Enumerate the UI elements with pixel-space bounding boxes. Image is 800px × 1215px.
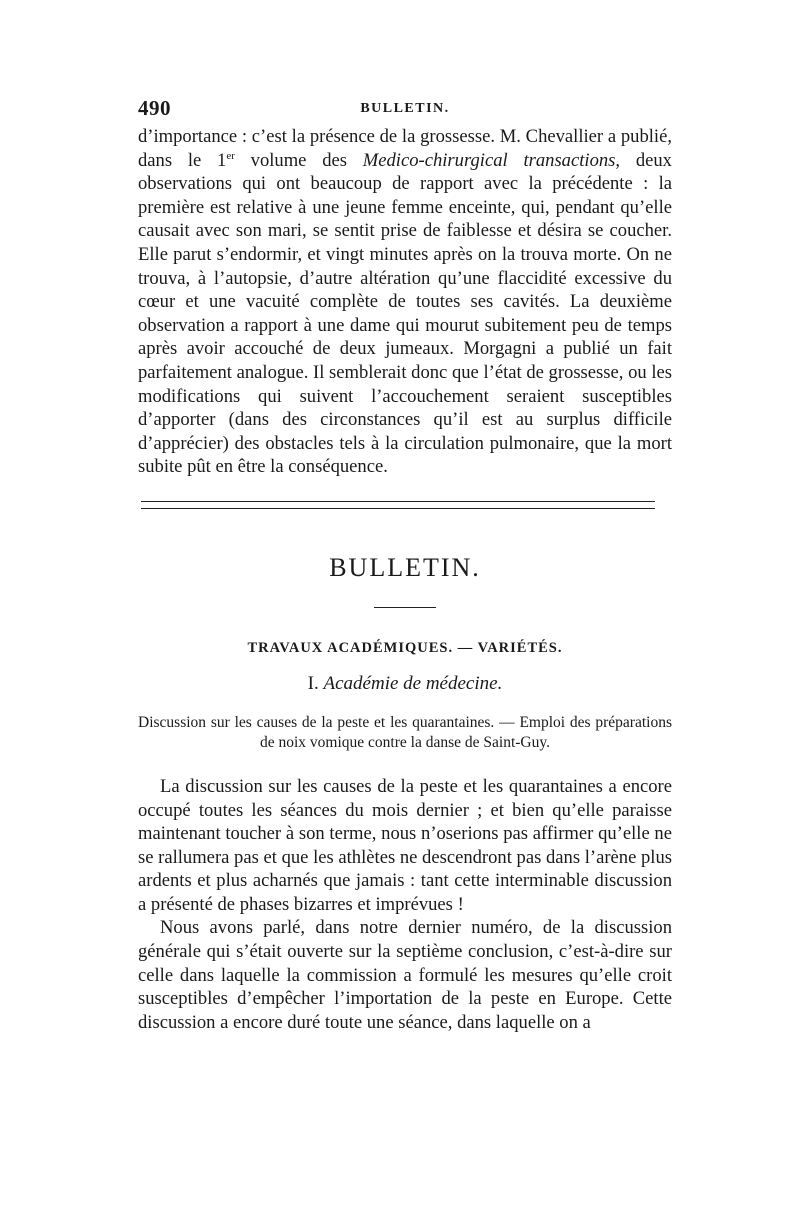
opening-text-part3: , deux observations qui ont beaucoup de rapport avec la précédente : la première est relative à une jeune femme enceinte, qui, pendant qu’elle causait avec son mari, se sentit prise de faiblesse et désira se coucher. Elle parut s’endormir, et vingt minutes après on la trouva morte. On ne trouva, à l’autopsie, d’autre altération qu’une flaccidité excessive du cœur et une vacuité complète de toutes ses cavités. La deuxième observation a rapport à une dame qui mourut subitement peu de temps après avoir accouché de deux jumeaux. Morgagni a publié un fait parfaitement analogue. Il semblerait donc que l’état de grossesse, ou les modifications qui suivent l’accouchement seraient susceptibles d’apporter (dans des circonstances qu’il est au surplus difficile d’apprécier) des obstacles tels à la circulation pulmonaire, que la mort subite pût en être la conséquence. [138,149,672,478]
section-divider-double-rule [141,501,655,509]
bulletin-title: BULLETIN. [329,552,481,582]
body-paragraph-2: Nous avons parlé, dans notre dernier numéro, de la discussion générale qui s’était ouverte sur la septième conclusion, c’est-à-dire sur celle dans laquelle la commission a formulé les mesures qu’elle croit susceptibles d’empêcher l’importation de la peste en Europe. Cette discussion a encore duré toute une séance, dans laquelle on a [138,917,672,1033]
opening-paragraph [138,125,672,479]
subheading [138,673,672,695]
journal-title-italic: Medico-chirurgical transactions [362,149,616,171]
body-paragraph-1: La discussion sur les causes de la peste et les quarantaines a encore occupé toutes les séances du mois dernier ; et bien qu’elle paraisse maintenant toucher à son terme, nous n’oserions pas affirmer qu’elle ne se rallumera pas et que les athlètes ne descendront pas dans l’arène plus ardents et plus acharnés que jamais : tant cette interminable discussion a présenté de phases bizarres et imprévues ! [138,775,672,915]
body-text [138,775,672,1035]
section-heading: TRAVAUX ACADÉMIQUES. — VARIÉTÉS. [247,639,563,656]
page-number: 490 [138,96,171,120]
ordinal-superscript: er [226,149,235,162]
subheading-numeral: I. [307,672,319,694]
discussion-summary: Discussion sur les causes de la peste et les quarantaines. — Emploi des préparations de noix vomique contre la danse de Saint-Guy. [138,713,672,751]
subheading-title: Académie de médecine. [323,672,503,694]
opening-text-part1: d’importance : c’est la présence de la grossesse. M. Chevallier a publié, dans le 1 [138,126,672,171]
running-title: BULLETIN. [360,101,450,116]
book-page [138,96,672,1034]
opening-text-part2: volume des [234,149,363,171]
running-head [138,96,672,126]
title-underline-rule [374,607,436,608]
